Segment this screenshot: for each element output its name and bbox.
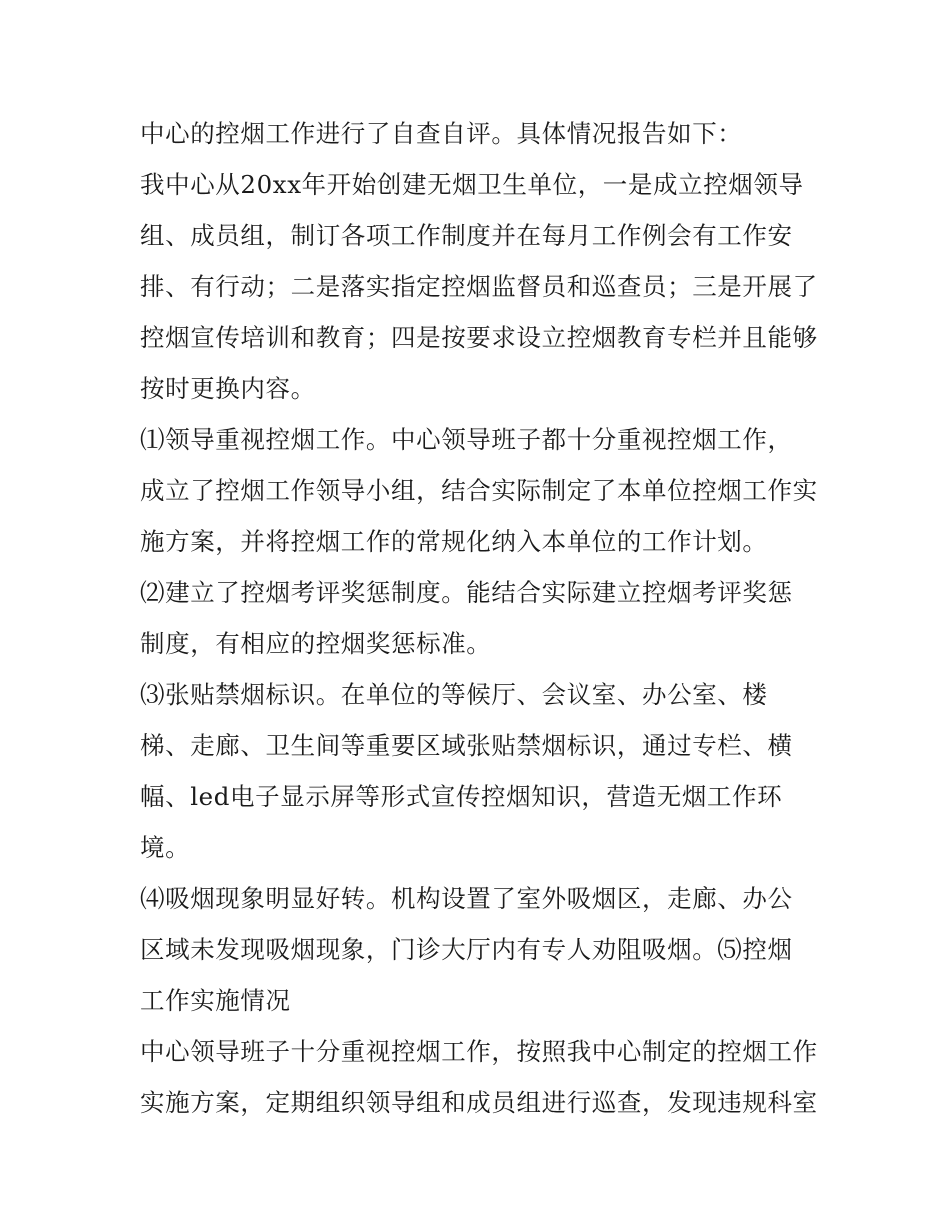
text-line: 实施方案，定期组织领导组和成员组进行巡查，发现违规科室: [140, 1088, 818, 1117]
text-line: 成立了控烟工作领导小组，结合实际制定了本单位控烟工作实: [140, 476, 818, 505]
text-line: 幅、led电子显示屏等形式宣传控烟知识，营造无烟工作环: [140, 782, 783, 811]
text-line: 区域未发现吸烟现象，门诊大厅内有专人劝阻吸烟。⑸控烟: [140, 935, 793, 964]
text-line: 我中心从20xx年开始创建无烟卫生单位，一是成立控烟领导: [140, 170, 804, 199]
text-line: 境。: [140, 833, 191, 862]
text-line: 施方案，并将控烟工作的常规化纳入本单位的工作计划。: [140, 527, 768, 556]
text-line: 中心的控烟工作进行了自查自评。具体情况报告如下：: [140, 119, 743, 148]
text-line: ⑷吸烟现象明显好转。机构设置了室外吸烟区，走廊、办公: [140, 884, 793, 913]
text-line: ⑶张贴禁烟标识。在单位的等候厅、会议室、办公室、楼: [140, 680, 768, 709]
text-line: 工作实施情况: [140, 986, 291, 1015]
text-line: 制度，有相应的控烟奖惩标准。: [140, 629, 492, 658]
text-line: ⑴领导重视控烟工作。中心领导班子都十分重视控烟工作，: [140, 425, 793, 454]
text-line: 组、成员组，制订各项工作制度并在每月工作例会有工作安: [140, 221, 793, 250]
text-line: 排、有行动；二是落实指定控烟监督员和巡查员；三是开展了: [140, 272, 818, 301]
text-line: 控烟宣传培训和教育；四是按要求设立控烟教育专栏并且能够: [140, 323, 818, 352]
text-line: 中心领导班子十分重视控烟工作，按照我中心制定的控烟工作: [140, 1037, 818, 1066]
text-line: 按时更换内容。: [140, 374, 316, 403]
document-body: [140, 108, 820, 1128]
text-line: ⑵建立了控烟考评奖惩制度。能结合实际建立控烟考评奖惩: [140, 578, 793, 607]
text-line: 梯、走廊、卫生间等重要区域张贴禁烟标识，通过专栏、横: [140, 731, 793, 760]
